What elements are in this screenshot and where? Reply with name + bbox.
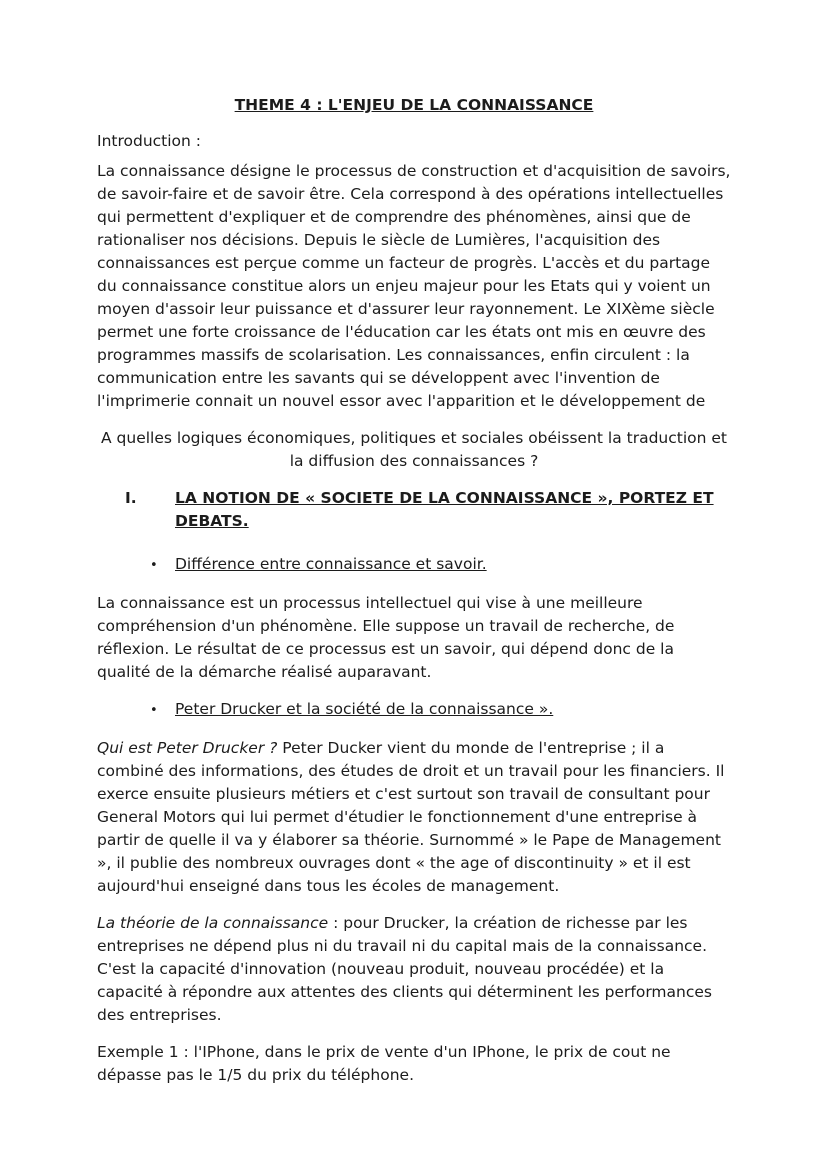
bullet-item-difference — [150, 553, 731, 577]
italic-lead-theorie: La théorie de la connaissance — [97, 914, 329, 932]
italic-lead-qui-est-drucker: Qui est Peter Drucker ? — [97, 739, 278, 757]
problem-question: A quelles logiques économiques, politiques et sociales obéissent la traduction et la diffusion des connaissances ? — [101, 429, 727, 470]
paragraph-exemple-iphone: Exemple 1 : l'IPhone, dans le prix de vente d'un IPhone, le prix de cout ne dépasse pas le 1/5 du prix du téléphone. — [97, 1043, 671, 1084]
intro-label: Introduction : — [97, 132, 202, 150]
section-1-title: LA NOTION DE « SOCIETE DE LA CONNAISSANCE », PORTEZ ET DEBATS. — [175, 489, 714, 530]
document-title: THEME 4 : L'ENJEU DE LA CONNAISSANCE — [234, 96, 594, 114]
paragraph-qui-est-drucker — [97, 737, 731, 898]
bullet-label-difference: Différence entre connaissance et savoir. — [175, 555, 487, 573]
bullet-label-drucker: Peter Drucker et la société de la connaissance ». — [175, 700, 554, 718]
section-1-heading — [125, 487, 731, 533]
bullet-icon: • — [150, 558, 158, 573]
bullet-icon: • — [150, 703, 158, 718]
section-1-numeral: I. — [125, 489, 137, 507]
paragraph-theorie-body: : pour Drucker, la création de richesse par les entreprises ne dépend plus ni du travail ni du capital mais de la connaissance. C'est la capacité d'innovation (nouveau produit, nouveau procédée) et la capacité à répondre aux attentes des clients qui déterminent les performances des entreprises. — [97, 914, 712, 1024]
bullet-item-drucker — [150, 698, 731, 722]
intro-paragraph: La connaissance désigne le processus de construction et d'acquisition de savoirs, de savoir-faire et de savoir être. Cela correspond à des opérations intellectuelles qui permettent d'expliquer et de comprendre des phénomènes, ainsi que de rationaliser nos décisions. Depuis le siècle de Lumières, l'acquisition des connaissances est perçue comme un facteur de progrès. L'accès et du partage du connaissance constitue alors un enjeu majeur pour les Etats qui y voient un moyen d'assoir leur puissance et d'assurer leur rayonnement. Le XIXème siècle permet une forte croissance de l'éducation car les états ont mis en œuvre des programmes massifs de scolarisation. Les connaissances, enfin circulent : la communication entre les savants qui se développent avec l'invention de l'imprimerie connait un nouvel essor avec l'apparition et le développement de — [97, 162, 731, 410]
paragraph-theorie-connaissance — [97, 912, 731, 1027]
paragraph-qui-est-drucker-body: Peter Ducker vient du monde de l'entreprise ; il a combiné des informations, des études de droit et un travail pour les financiers. Il exerce ensuite plusieurs métiers et c'est surtout son travail de consultant pour General Motors qui lui permet d'étudier le fonctionnement d'une entreprise à partir de quelle il va y élaborer sa théorie. Surnommé » le Pape de Management », il publie des nombreux ouvrages dont « the age of discontinuity » et il est aujourd'hui enseigné dans tous les écoles de management. — [97, 739, 725, 895]
paragraph-connaissance-processus: La connaissance est un processus intellectuel qui vise à une meilleure compréhension d'un phénomène. Elle suppose un travail de recherche, de réflexion. Le résultat de ce processus est un savoir, qui dépend donc de la qualité de la démarche réalisé auparavant. — [97, 594, 675, 681]
